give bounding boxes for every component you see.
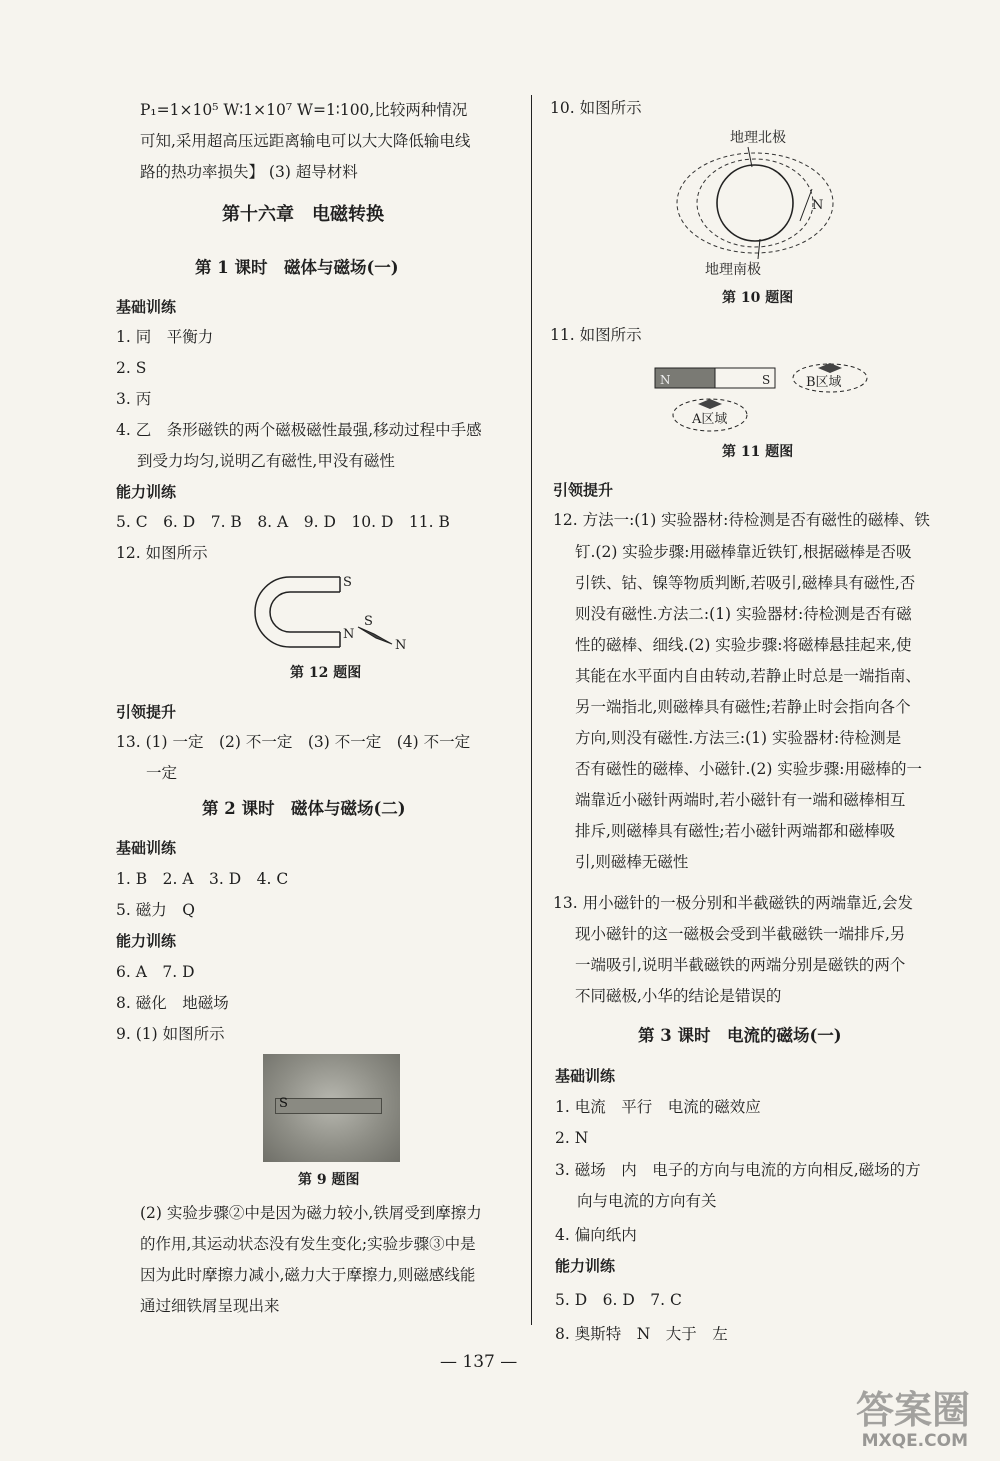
column-divider — [531, 95, 532, 1325]
fig12-n-left: N — [343, 627, 355, 642]
lesson2-a1: 1. B 2. A 3. D 4. C — [116, 870, 289, 888]
lesson2-a6: 6. A 7. D — [116, 963, 195, 981]
lesson1-q13: 13. (1) 一定 (2) 不一定 (3) 不一定 (4) 不一定 — [116, 733, 471, 751]
lesson2-basic-heading: 基础训练 — [116, 839, 177, 857]
lesson2-a5: 5. 磁力 Q — [116, 901, 195, 919]
fig11-n-label: N — [660, 373, 671, 387]
fig11-s-label: S — [762, 373, 771, 387]
u-magnet-inner — [270, 592, 340, 632]
watermark-logo — [800, 1373, 980, 1453]
lesson2-p2-3: 因为此时摩擦力减小,磁力大于摩擦力,则磁感线能 — [140, 1266, 476, 1284]
fig12-caption: 第 12 题图 — [290, 665, 362, 681]
right-q13-line-4: 不同磁极,小华的结论是错误的 — [575, 987, 782, 1005]
lesson2-a9: 9. (1) 如图所示 — [116, 1025, 225, 1043]
right-q12-line-4: 则没有磁性.方法二:(1) 实验器材:待检测是否有磁 — [575, 605, 912, 623]
u-magnet-outer — [255, 577, 340, 647]
right-lead-heading: 引领提升 — [553, 481, 614, 499]
lesson3-ability-heading: 能力训练 — [555, 1257, 616, 1275]
right-q12-line-12: 引,则磁棒无磁性 — [575, 853, 689, 871]
lesson1-title: 第 1 课时 磁体与磁场(一) — [195, 258, 399, 277]
fig11-caption: 第 11 题图 — [722, 444, 794, 460]
lesson2-p2-4: 通过细铁屑呈现出来 — [140, 1297, 280, 1315]
lesson3-a3-cont: 向与电流的方向有关 — [577, 1192, 717, 1210]
lesson2-p2-2: 的作用,其运动状态没有发生变化;实验步骤③中是 — [140, 1235, 476, 1253]
fig9-caption: 第 9 题图 — [298, 1172, 360, 1188]
right-q12-line-9: 否有磁性的磁棒、小磁针.(2) 实验步骤:用磁棒的一 — [575, 760, 923, 778]
fig11-a-label: A区域 — [692, 412, 728, 427]
intro-line-2: 可知,采用超高压远距离输电可以大大降低输电线 — [140, 132, 471, 150]
right-q12-line-1: 12. 方法一:(1) 实验器材:待检测是否有磁性的磁棒、铁 — [553, 511, 930, 529]
lesson1-lead-heading: 引领提升 — [116, 703, 177, 721]
lesson3-a1: 1. 电流 平行 电流的磁效应 — [555, 1098, 761, 1116]
right-q12-line-10: 端靠近小磁针两端时,若小磁针有一端和磁棒相互 — [575, 791, 906, 809]
lesson1-basic-heading: 基础训练 — [116, 298, 177, 316]
right-q10: 10. 如图所示 — [550, 99, 642, 117]
right-q12-line-3: 引铁、钴、镍等物质判断,若吸引,磁棒具有磁性,否 — [575, 574, 916, 592]
right-q12-line-7: 另一端指北,则磁棒具有磁性;若静止时会指向各个 — [575, 698, 911, 716]
right-q12-line-8: 方向,则没有磁性.方法三:(1) 实验器材:待检测是 — [575, 729, 902, 747]
right-q13-line-2: 现小磁针的这一磁极会受到半截磁铁一端排斥,另 — [575, 925, 906, 943]
right-q12-line-11: 排斥,则磁棒具有磁性;若小磁针两端都和磁棒吸 — [575, 822, 896, 840]
intro-line-1: P₁=1×10⁵ W∶1×10⁷ W=1∶100,比较两种情况 — [140, 101, 468, 119]
earth-circle — [717, 165, 793, 241]
lesson2-p2-1: (2) 实验步骤②中是因为磁力较小,铁屑受到摩擦力 — [140, 1204, 482, 1222]
fig10-south-label: 地理南极 — [705, 262, 761, 278]
fig12-n-needle: N — [395, 638, 407, 653]
right-q12-line-6: 其能在水平面内自由转动,若静止时总是一端指南、 — [575, 667, 921, 685]
fig10-needle — [800, 189, 812, 221]
lesson1-item-1: 1. 同 平衡力 — [116, 328, 214, 346]
lesson2-ability-heading: 能力训练 — [116, 932, 177, 950]
right-q13-line-3: 一端吸引,说明半截磁铁的两端分别是磁铁的两个 — [575, 956, 906, 974]
fig11-b-label: B区域 — [806, 375, 842, 390]
lesson3-a2: 2. N — [555, 1129, 589, 1147]
chapter-title: 第十六章 电磁转换 — [222, 204, 384, 225]
fig9-magnet — [275, 1098, 382, 1114]
right-q12-line-5: 性的磁棒、细线.(2) 实验步骤:将磁棒悬挂起来,使 — [575, 636, 912, 654]
lesson3-a5: 5. D 6. D 7. C — [555, 1291, 682, 1309]
right-q11: 11. 如图所示 — [550, 326, 642, 344]
fig12-s-needle: S — [364, 614, 373, 629]
lesson3-a4: 4. 偏向纸内 — [555, 1226, 637, 1244]
fig9-s-label: S — [279, 1096, 288, 1111]
right-q12-line-2: 钉.(2) 实验步骤:用磁棒靠近铁钉,根据磁棒是否吸 — [575, 543, 912, 561]
fig11-bar-magnet — [650, 360, 870, 440]
page-number: — 137 — — [440, 1352, 518, 1372]
lesson1-q13-cont: 一定 — [146, 764, 178, 782]
fig12-s-top: S — [343, 575, 352, 590]
lesson3-title: 第 3 课时 电流的磁场(一) — [638, 1026, 842, 1045]
lesson3-basic-heading: 基础训练 — [555, 1067, 616, 1085]
lesson1-item-3: 3. 丙 — [116, 390, 152, 408]
lesson1-item-4-cont: 到受力均匀,说明乙有磁性,甲没有磁性 — [137, 452, 395, 470]
lesson1-ability-heading: 能力训练 — [116, 483, 177, 501]
lesson3-a8: 8. 奥斯特 N 大于 左 — [555, 1325, 728, 1343]
lesson2-a8: 8. 磁化 地磁场 — [116, 994, 229, 1012]
lesson1-item-4: 4. 乙 条形磁铁的两个磁极磁性最强,移动过程中手感 — [116, 421, 482, 439]
fig10-n-label: N — [812, 198, 824, 213]
watermark-sub: MXQE.COM — [861, 1431, 968, 1451]
watermark-text: 答案圈 — [855, 1388, 970, 1432]
lesson1-item-2: 2. S — [116, 359, 147, 377]
lesson2-title: 第 2 课时 磁体与磁场(二) — [202, 799, 406, 818]
lesson3-a3: 3. 磁场 内 电子的方向与电流的方向相反,磁场的方 — [555, 1161, 921, 1179]
fig9-photo — [263, 1054, 400, 1162]
right-q13-line-1: 13. 用小磁针的一极分别和半截磁铁的两端靠近,会发 — [553, 894, 914, 912]
lesson1-answers: 5. C 6. D 7. B 8. A 9. D 10. D 11. B — [116, 513, 450, 531]
fig10-north-label: 地理北极 — [730, 130, 786, 146]
lesson1-q12: 12. 如图所示 — [116, 544, 208, 562]
intro-line-3: 路的热功率损失】 (3) 超导材料 — [140, 163, 358, 181]
fig10-caption: 第 10 题图 — [722, 290, 794, 306]
